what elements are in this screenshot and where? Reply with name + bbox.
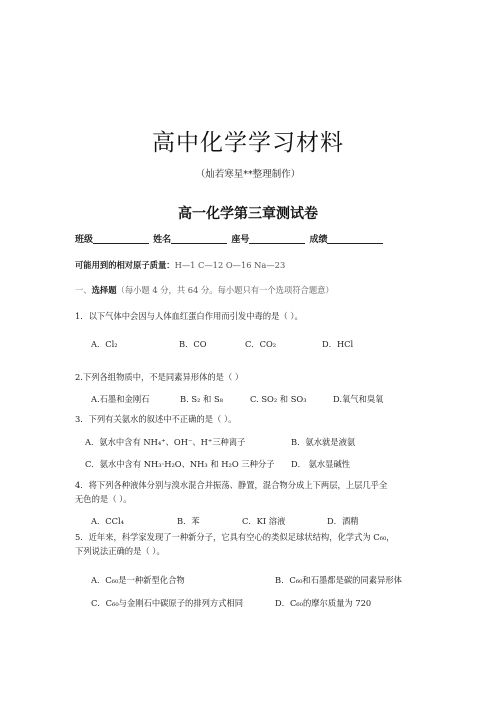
question-1-stem: 1．以下气体中会因与人体血红蛋白作用而引发中毒的是（ ）。 [75,311,303,321]
q3-option-a: A．氨水中含有 NH₄⁺、OH⁻、H⁺三种离子 [85,437,246,447]
q2-option-a: A.石墨和金刚石 [91,394,150,404]
q1-option-c: C．CO₂ [245,339,277,349]
name-blank [171,233,227,244]
section-note: （每小题 4 分，共 64 分。每小题只有一个选项符合题意） [116,285,334,295]
question-3-stem: 3．下列有关氨水的叙述中不正确的是（ ）。 [75,414,237,424]
score-blank [327,233,383,244]
document-title: 高中化学学习材料 [152,130,344,156]
q4-option-c: C．KI 溶液 [242,516,286,526]
q3-option-d: D． 氨水显碱性 [291,459,351,469]
q1-option-a: A．Cl₂ [91,339,118,349]
seat-label: 座号 [231,235,250,245]
class-label: 班级 [75,235,94,245]
question-5-stem-line1: 5．近年来，科学家发现了一种新分子，它具有空心的类似足球状结构，化学式为 C₆₀， [75,532,395,542]
q5-option-d: D．C₆₀的摩尔质量为 720 [275,598,372,608]
q4-option-b: B．苯 [177,516,200,526]
document-subtitle: （灿若寒星**整理制作） [195,169,301,180]
section-heading-text: 选择题 [91,285,117,295]
section-heading [75,284,334,296]
atomic-mass-values: H—1 C—12 O—16 Na—23 [174,260,286,270]
atomic-mass-line [75,259,285,271]
q3-option-c: C．氨水中含有 NH₃·H₂O、NH₃ 和 H₂O 三种分子 [85,459,275,469]
q3-option-b: B．氨水就是液氨 [291,437,356,447]
student-info-row [75,232,425,245]
q1-option-b: B．CO [179,339,207,349]
name-label: 姓名 [153,235,172,245]
section-prefix: 一、 [75,285,92,295]
q2-option-d: D.氧气和臭氧 [333,394,384,404]
q4-option-d: D．酒精 [327,516,359,526]
q2-option-c: C. SO₂ 和 SO₃ [250,394,307,404]
question-5-stem-line2: 下列说法正确的是（ ）。 [75,546,165,556]
q5-option-b: B．C₆₀和石墨都是碳的同素异形体 [275,575,402,585]
question-4-stem-line2: 无色的是（ ）。 [75,494,132,504]
atomic-mass-label: 可能用到的相对原子质量： [75,260,175,270]
q4-option-a: A．CCl₄ [91,516,124,526]
class-blank [93,233,149,244]
q2-option-b: B. S₂ 和 S₈ [180,394,223,404]
question-2-stem: 2.下列各组物质中，不是同素异形体的是（ ） [75,372,244,382]
exam-title: 高一化学第三章测试卷 [178,206,318,222]
question-4-stem-line1: 4．将下列各种液体分别与溴水混合并振荡、静置，混合物分成上下两层，上层几乎全 [75,480,388,490]
q5-option-c: C．C₆₀与金刚石中碳原子的排列方式相同 [91,598,244,608]
q5-option-a: A．C₆₀是一种新型化合物 [91,575,185,585]
q1-option-d: D．HCl [322,339,354,349]
seat-blank [249,233,305,244]
score-label: 成绩 [309,235,328,245]
